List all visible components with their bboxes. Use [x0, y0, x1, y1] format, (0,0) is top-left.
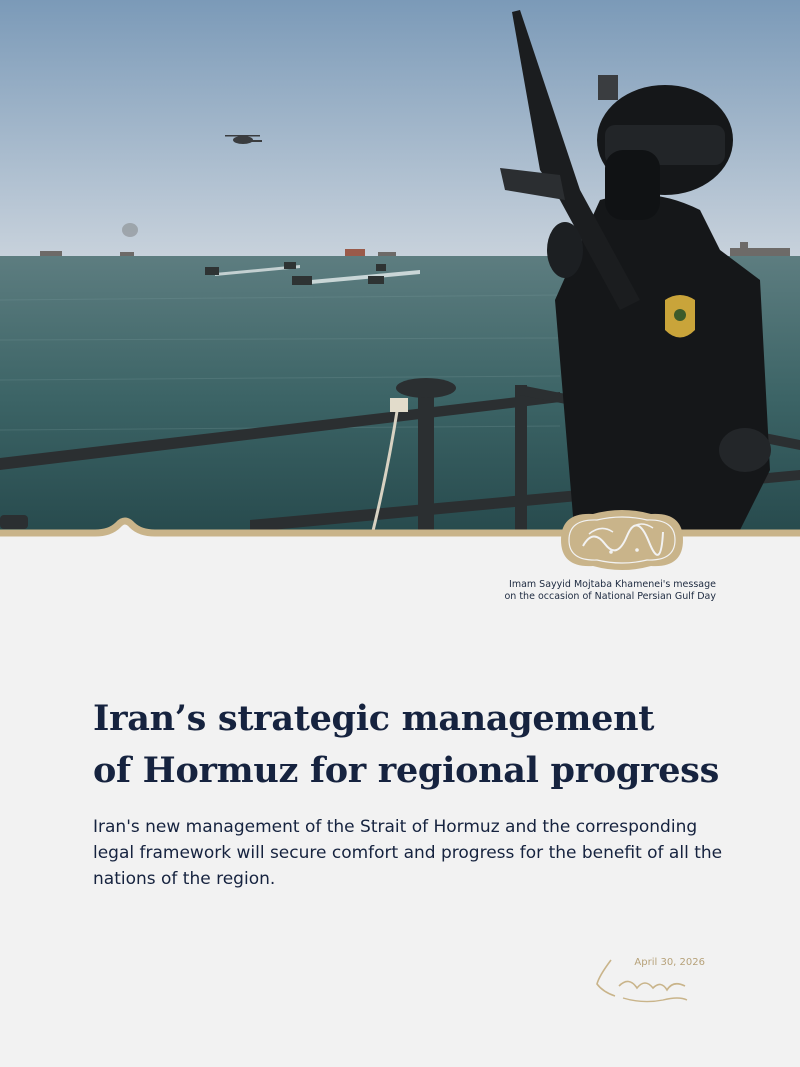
caption-line-1: Imam Sayyid Mojtaba Khamenei's message: [509, 579, 716, 590]
caption-line-2: on the occasion of National Persian Gulf Day: [504, 591, 716, 602]
signature-icon: [593, 956, 693, 1008]
headline-line-1: Iran’s strategic management: [93, 698, 655, 739]
seal-caption: [456, 579, 716, 603]
headline: [93, 693, 753, 797]
calligraphic-seal-icon: [541, 506, 703, 574]
unit-patch-icon: [665, 295, 695, 338]
lead-paragraph: Iran's new management of the Strait of Hormuz and the corresponding legal framework will secure comfort and progress for the benefit of all the nations of the region.: [93, 817, 723, 889]
date-label: April 30, 2026: [634, 957, 705, 968]
headline-line-2: of Hormuz for regional progress: [93, 750, 719, 791]
